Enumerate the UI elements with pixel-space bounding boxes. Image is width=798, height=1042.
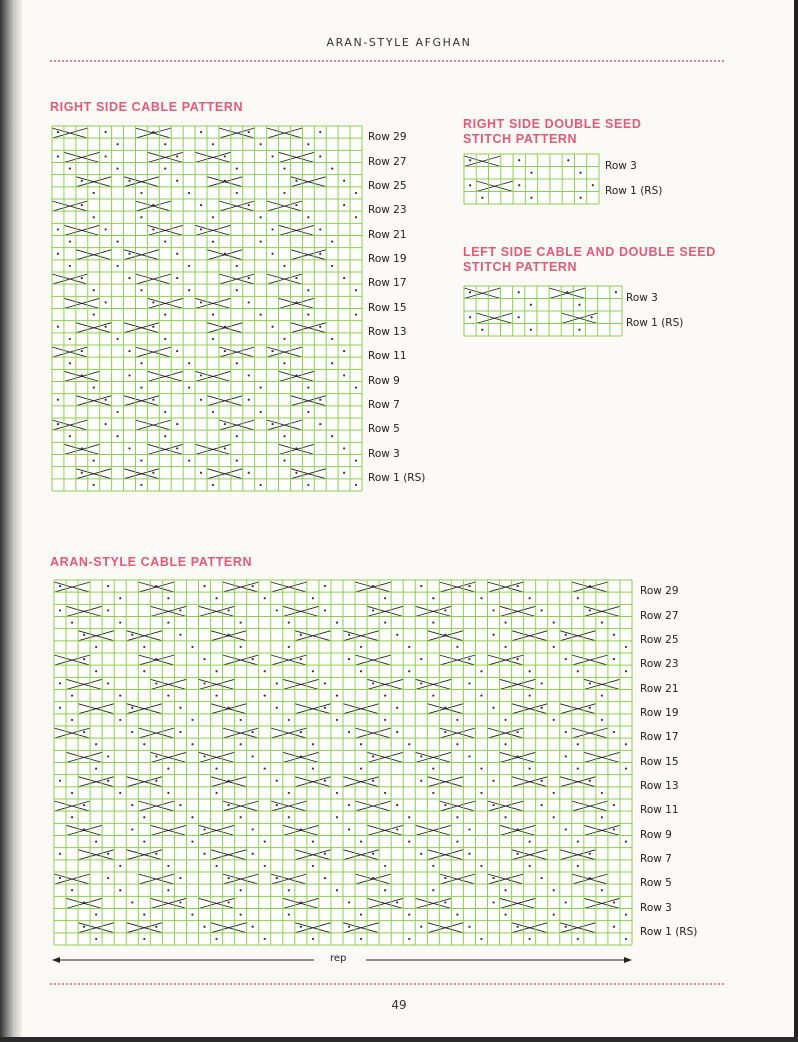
row-label: Row 29 — [640, 585, 679, 598]
row-label: Row 1 (RS) — [640, 925, 698, 938]
row-label: Row 5 — [640, 877, 672, 890]
row-label: Row 1 (RS) — [626, 316, 684, 329]
chart-left-side-cable-seed — [464, 286, 622, 336]
row-label: Row 19 — [640, 706, 679, 719]
heading-right-side-seed: RIGHT SIDE DOUBLE SEED STITCH PATTERN — [463, 117, 642, 146]
row-label: Row 19 — [368, 252, 407, 265]
row-label: Row 3 — [640, 901, 672, 914]
heading-right-side-cable: RIGHT SIDE CABLE PATTERN — [50, 100, 244, 114]
row-label: Row 21 — [368, 228, 407, 241]
row-label: Row 5 — [368, 423, 400, 436]
row-label: Row 1 (RS) — [605, 184, 663, 197]
row-label: Row 21 — [640, 682, 679, 695]
dotted-rule-bottom — [50, 983, 724, 985]
row-label: Row 29 — [368, 131, 407, 144]
chart-right-side-seed — [464, 154, 599, 204]
row-label: Row 7 — [368, 398, 400, 411]
row-label: Row 23 — [368, 204, 407, 217]
running-head: ARAN-STYLE AFGHAN — [326, 36, 472, 49]
scan-border-bottom — [0, 1037, 798, 1042]
row-label: Row 13 — [640, 779, 679, 792]
row-label: Row 11 — [640, 804, 679, 817]
row-label: Row 23 — [640, 658, 679, 671]
row-label: Row 3 — [368, 447, 400, 460]
row-label: Row 9 — [368, 374, 400, 387]
row-label: Row 15 — [368, 301, 407, 314]
row-label: Row 27 — [368, 155, 407, 168]
row-label: Row 1 (RS) — [368, 471, 426, 484]
row-label: Row 7 — [640, 852, 672, 865]
chart-right-side-cable — [52, 126, 362, 491]
row-label: Row 13 — [368, 325, 407, 338]
book-spine-shadow — [0, 0, 22, 1042]
row-label: Row 17 — [368, 277, 407, 290]
row-label: Row 3 — [626, 291, 658, 304]
row-label: Row 3 — [605, 159, 637, 172]
row-label: Row 9 — [640, 828, 672, 841]
chart-aran-style-cable — [54, 580, 632, 945]
row-label: Row 17 — [640, 731, 679, 744]
row-label: Row 25 — [640, 633, 679, 646]
repeat-arrow-left-head — [52, 957, 60, 963]
row-label: Row 11 — [368, 350, 407, 363]
heading-left-side-cable-seed: LEFT SIDE CABLE AND DOUBLE SEED STITCH PATTERN — [463, 245, 716, 274]
row-label: Row 15 — [640, 755, 679, 768]
scan-border-right — [794, 0, 798, 1042]
heading-aran-style-cable: ARAN-STYLE CABLE PATTERN — [50, 555, 253, 569]
page-number: 49 — [391, 998, 407, 1012]
row-label: Row 27 — [640, 609, 679, 622]
repeat-arrow-right-head — [624, 957, 632, 963]
dotted-rule-top — [50, 60, 724, 62]
repeat-label: rep — [330, 953, 347, 964]
row-label: Row 25 — [368, 179, 407, 192]
